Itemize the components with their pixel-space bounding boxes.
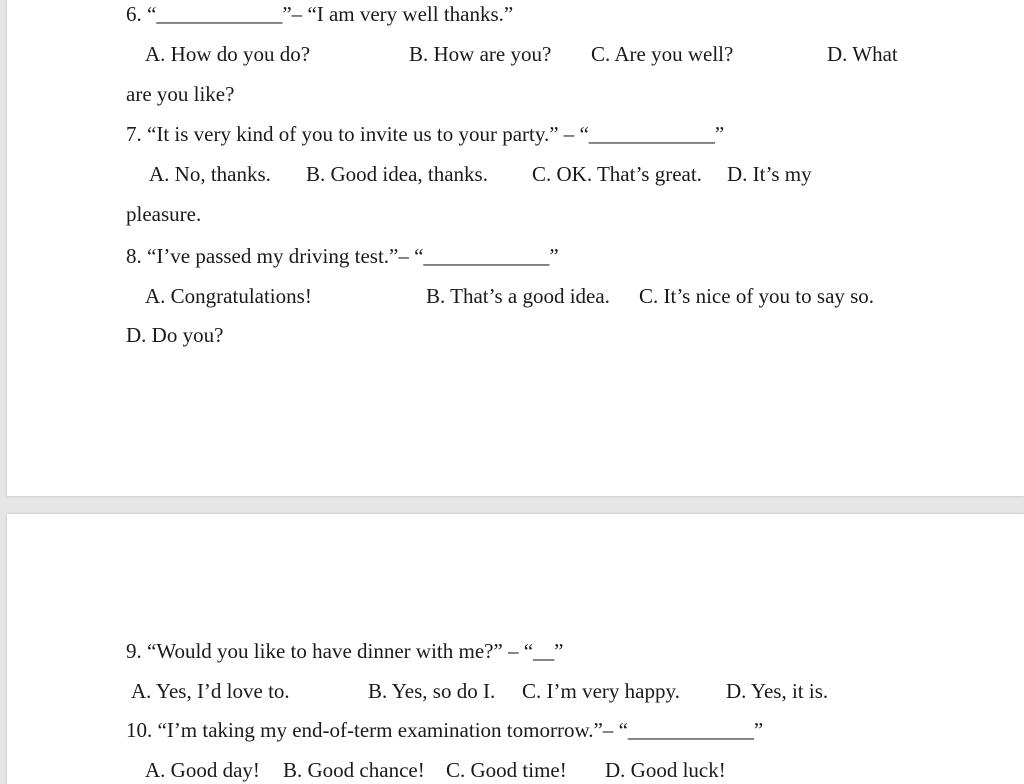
question-7-option-c: C. OK. That’s great. [532,162,702,186]
question-7-option-d: D. It’s my [727,162,812,186]
question-8-option-d: D. Do you? [126,323,224,347]
question-7-option-d-continuation: pleasure. [126,202,202,226]
question-6-option-c: C. Are you well? [591,42,734,66]
question-7-option-a: A. No, thanks. [149,162,271,186]
question-8-stem: 8. “I’ve passed my driving test.”– “____________” [126,244,559,268]
question-9-option-c: C. I’m very happy. [522,679,680,703]
question-6-option-b: B. How are you? [409,42,552,66]
question-6-option-a: A. How do you do? [145,42,311,66]
question-10-option-d: D. Good luck! [605,758,726,782]
question-6-option-d-continuation: are you like? [126,82,235,106]
question-10-stem: 10. “I’m taking my end-of-term examination tomorrow.”– “____________” [126,718,764,742]
question-9-stem: 9. “Would you like to have dinner with me?” – “__” [126,639,564,663]
question-9-option-d: D. Yes, it is. [726,679,829,703]
question-6-stem [126,2,513,26]
question-text: 6. “____________”– “I am very well thanks.” [126,2,514,26]
question-8-option-c: C. It’s nice of you to say so. [639,284,875,308]
question-9-option-b: B. Yes, so do I. [368,679,496,703]
question-6-option-d: D. What [827,42,898,66]
document-page-2 [7,514,1024,784]
question-9-option-a: A. Yes, I’d love to. [131,679,290,703]
question-8-option-a: A. Congratulations! [145,284,312,308]
document-page-1 [7,0,1024,496]
question-10-option-b: B. Good chance! [283,758,425,782]
question-7-option-b: B. Good idea, thanks. [306,162,488,186]
question-8-option-b: B. That’s a good idea. [426,284,610,308]
question-7-stem: 7. “It is very kind of you to invite us to your party.” – “____________” [126,122,725,146]
question-10-option-a: A. Good day! [145,758,260,782]
question-10-option-c: C. Good time! [446,758,567,782]
